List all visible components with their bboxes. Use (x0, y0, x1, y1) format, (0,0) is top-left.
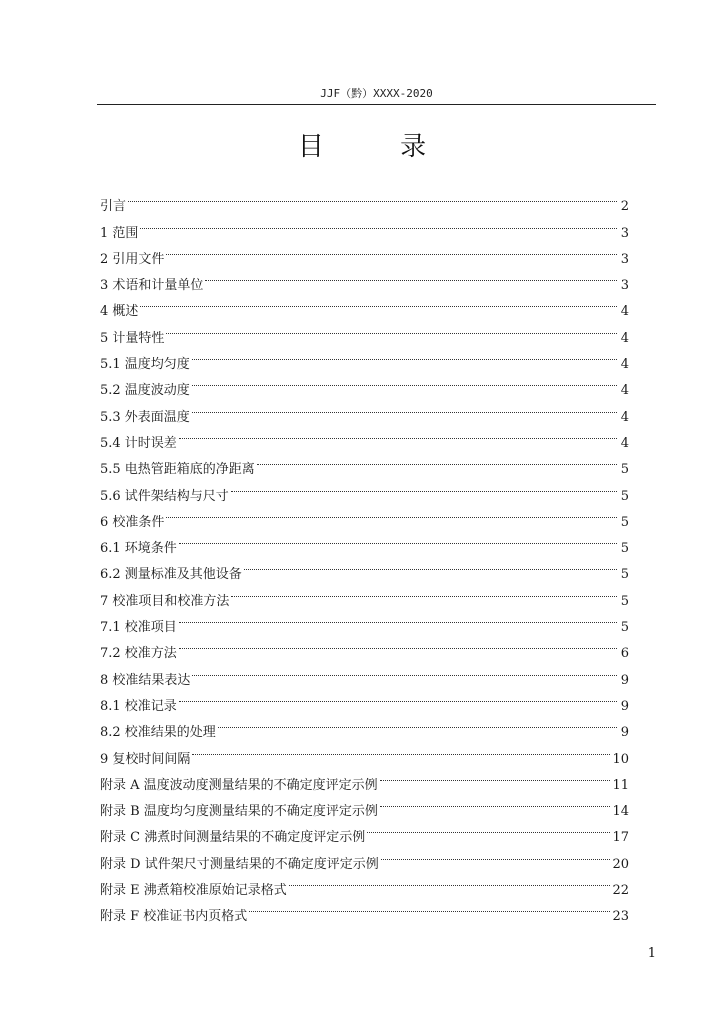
toc-entry[interactable] (100, 631, 629, 662)
toc-entry-label: 8 校准结果表达 (100, 672, 191, 688)
toc-entry-label: 4 概述 (100, 304, 139, 320)
toc-dot-leader (380, 763, 611, 789)
toc-dot-leader (192, 736, 610, 762)
toc-entry-page: 17 (612, 830, 629, 846)
toc-dot-leader (192, 657, 617, 683)
toc-entry-page: 5 (620, 462, 629, 478)
toc-entry-label: 6.2 测量标准及其他设备 (100, 567, 242, 583)
toc-entry-label: 5.2 温度波动度 (100, 383, 190, 399)
toc-entry-label: 附录 D 试件架尺寸测量结果的不确定度评定示例 (100, 856, 379, 872)
toc-dot-leader (179, 631, 617, 657)
toc-entry-page: 23 (612, 909, 629, 925)
toc-entry[interactable] (100, 605, 629, 636)
toc-entry-label: 8.2 校准结果的处理 (100, 725, 216, 741)
toc-dot-leader (128, 184, 617, 210)
page-title: 目 录 (297, 132, 461, 162)
toc-entry-page: 22 (612, 883, 629, 899)
toc-entry-page: 4 (620, 383, 629, 399)
toc-entry-label: 引言 (100, 199, 127, 215)
toc-entry-page: 9 (620, 672, 629, 688)
toc-dot-leader (244, 552, 617, 578)
toc-entry-label: 附录 C 沸煮时间测量结果的不确定度评定示例 (100, 830, 366, 846)
toc-entry-page: 4 (620, 304, 629, 320)
toc-dot-leader (140, 210, 617, 236)
toc-entry[interactable] (100, 447, 629, 478)
toc-entry-label: 2 引用文件 (100, 251, 165, 267)
toc-entry-label: 5.5 电热管距箱底的净距离 (100, 462, 255, 478)
toc-dot-leader (166, 315, 617, 341)
table-of-contents (100, 184, 629, 925)
toc-dot-leader (192, 368, 617, 394)
toc-dot-leader (179, 605, 617, 631)
toc-entry-label: 5.4 计时误差 (100, 435, 177, 451)
toc-entry-page: 3 (620, 278, 629, 294)
toc-entry[interactable] (100, 184, 629, 215)
toc-dot-leader (257, 447, 617, 473)
toc-entry-page: 4 (620, 330, 629, 346)
toc-entry-label: 7.2 校准方法 (100, 646, 177, 662)
toc-dot-leader (231, 473, 617, 499)
toc-entry-label: 6.1 环境条件 (100, 541, 177, 557)
toc-entry-label: 附录 A 温度波动度测量结果的不确定度评定示例 (100, 777, 378, 793)
toc-entry-page: 9 (620, 698, 629, 714)
toc-entry[interactable] (100, 315, 629, 346)
toc-dot-leader (381, 841, 611, 867)
toc-dot-leader (367, 815, 610, 841)
toc-dot-leader (192, 342, 617, 368)
toc-entry[interactable] (100, 421, 629, 451)
toc-entry[interactable] (100, 263, 629, 294)
toc-entry-label: 5.3 外表面温度 (100, 409, 190, 425)
toc-entry-page: 2 (620, 199, 629, 215)
toc-dot-leader (249, 894, 610, 920)
toc-entry-label: 7.1 校准项目 (100, 620, 177, 636)
toc-entry-label: 附录 B 温度均匀度测量结果的不确定度评定示例 (100, 804, 378, 820)
toc-entry[interactable] (100, 289, 629, 320)
toc-entry-page: 5 (620, 567, 629, 583)
toc-entry-page: 20 (612, 856, 629, 872)
toc-entry-page: 4 (620, 435, 629, 451)
toc-entry-page: 6 (620, 646, 629, 662)
toc-dot-leader (140, 289, 617, 315)
toc-entry-label: 附录 F 校准证书内页格式 (100, 909, 248, 925)
toc-dot-leader (192, 394, 617, 420)
toc-entry[interactable] (100, 500, 629, 530)
toc-entry-page: 3 (620, 251, 629, 267)
toc-entry-page: 3 (620, 225, 629, 241)
toc-dot-leader (205, 263, 617, 289)
toc-entry[interactable] (100, 342, 629, 373)
toc-entry-page: 4 (620, 357, 629, 373)
toc-entry[interactable] (100, 552, 629, 583)
toc-entry-page: 5 (620, 514, 629, 530)
toc-entry-page: 5 (620, 488, 629, 504)
toc-dot-leader (166, 237, 617, 263)
toc-entry[interactable] (100, 526, 629, 557)
toc-dot-leader (179, 684, 617, 710)
toc-entry-page: 9 (620, 725, 629, 741)
running-header: JJF（黔）XXXX-2020 (320, 87, 433, 100)
toc-dot-leader (179, 421, 617, 447)
toc-entry-label: 附录 E 沸煮箱校准原始记录格式 (100, 883, 287, 899)
toc-entry-label: 8.1 校准记录 (100, 698, 177, 714)
toc-dot-leader (218, 710, 617, 736)
toc-entry[interactable] (100, 684, 629, 714)
toc-entry-label: 9 复校时间间隔 (100, 751, 191, 767)
toc-entry[interactable] (100, 237, 629, 267)
toc-entry-label: 5 计量特性 (100, 330, 165, 346)
page-number: 1 (647, 946, 656, 961)
toc-entry-page: 11 (612, 777, 629, 793)
toc-entry[interactable] (100, 710, 629, 741)
toc-entry-label: 7 校准项目和校准方法 (100, 593, 230, 609)
toc-entry-label: 6 校准条件 (100, 514, 165, 530)
toc-entry-label: 1 范围 (100, 225, 139, 241)
toc-entry-label: 5.1 温度均匀度 (100, 357, 190, 373)
toc-entry-page: 10 (612, 751, 629, 767)
toc-entry-page: 4 (620, 409, 629, 425)
toc-entry-page: 5 (620, 593, 629, 609)
toc-dot-leader (289, 868, 611, 894)
toc-entry[interactable] (100, 657, 629, 688)
toc-dot-leader (380, 789, 611, 815)
header-rule (97, 104, 656, 105)
toc-dot-leader (166, 500, 617, 526)
toc-entry-label: 3 术语和计量单位 (100, 278, 204, 294)
toc-dot-leader (231, 578, 617, 604)
toc-dot-leader (179, 526, 617, 552)
toc-entry-label: 5.6 试件架结构与尺寸 (100, 488, 229, 504)
toc-entry-page: 5 (620, 620, 629, 636)
toc-entry-page: 14 (612, 804, 629, 820)
toc-entry-page: 5 (620, 541, 629, 557)
toc-entry[interactable] (100, 210, 629, 241)
